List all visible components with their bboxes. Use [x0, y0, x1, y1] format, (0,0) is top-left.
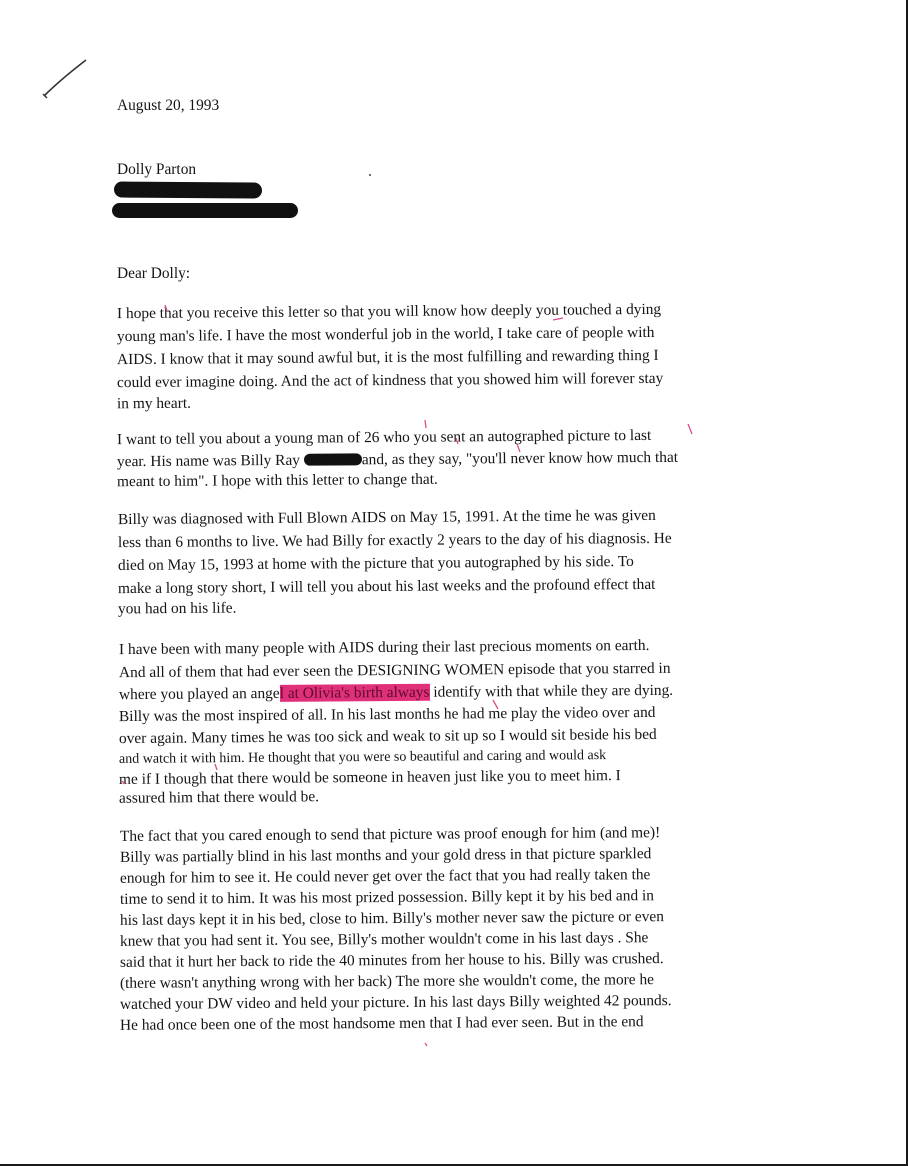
paragraph-line: said that it hurt her back to ride the 40 minutes from her house to his. Billy was crushed.: [119, 950, 664, 971]
paragraph-line: watched your DW video and held your picture. In his last days Billy weighted 42 pounds.: [119, 992, 672, 1013]
paragraph-line: you had on his life.: [117, 599, 237, 618]
paragraph-line: me if I though that there would be someone in heaven just like you to meet him. I: [118, 767, 621, 788]
line-text-before-highlight: where you played an ange: [118, 684, 280, 704]
paragraph-line: He had once been one of the most handsome men that I had ever seen. But in the end: [119, 1013, 644, 1034]
paragraph-line: less than 6 months to live. We had Billy for exactly 2 years to the day of his diagnosis. He: [117, 529, 672, 552]
paragraph-line: assured him that there would be.: [118, 788, 320, 807]
paragraph-line: could ever imagine doing. And the act of kindness that you showed him will forever stay: [116, 369, 664, 392]
paragraph-line: and watch it with him. He thought that you were so beautiful and caring and would ask: [118, 748, 607, 767]
line-text-after-highlight: identify with that while they are dying.: [429, 681, 674, 701]
paragraph-line: knew that you had sent it. You see, Billy's mother wouldn't come in his last days . She: [119, 929, 649, 950]
paragraph-line: his last days kept it in his bed, close to him. Billy's mother never saw the picture or even: [119, 908, 664, 929]
paragraph-line: (there wasn't anything wrong with her back) The more she wouldn't come, the more he: [119, 971, 655, 992]
paragraph-line: I want to tell you about a young man of 26 who you sent an autographed picture to last: [116, 426, 652, 449]
recipient-name: Dolly Parton: [117, 161, 197, 178]
paragraph-line: young man's life. I have the most wonderful job in the world, I take care of people with: [116, 323, 655, 346]
line-text-before-redaction: year. His name was Billy Ray: [116, 451, 304, 471]
paragraph-line: Billy was partially blind in his last months and your gold dress in that picture sparkled: [119, 845, 652, 866]
paragraph-line: meant to him". I hope with this letter to change that.: [116, 470, 438, 491]
paragraph-line: AIDS. I know that it may sound awful but, it is the most fulfilling and rewarding thing I: [116, 346, 659, 369]
paragraph-line: time to send it to him. It was his most prized possession. Billy kept it by his bed and in: [119, 887, 655, 908]
paragraph-line: Billy was diagnosed with Full Blown AIDS on May 15, 1991. At the time he was given: [117, 506, 656, 529]
paragraph-line: enough for him to see it. He could never get over the fact that you had really taken the: [119, 866, 651, 887]
paragraph-line: The fact that you cared enough to send that picture was proof enough for him (and me)!: [119, 824, 661, 845]
paragraph-line: I have been with many people with AIDS during their last precious moments on earth.: [118, 636, 650, 659]
salutation: Dear Dolly:: [117, 265, 191, 282]
paragraph-line: Billy was the most inspired of all. In his last months he had me play the video over and: [118, 703, 656, 726]
paragraph-line: over again. Many times he was too sick and weak to sit up so I would sit beside his bed: [118, 725, 657, 748]
highlighted-struck-text: l at Olivia's birth always: [279, 683, 430, 702]
paragraph-line: make a long story short, I will tell you about his last weeks and the profound effect that: [117, 575, 656, 598]
paragraph-line: died on May 15, 1993 at home with the picture that you autographed by his side. To: [117, 552, 634, 575]
paragraph-line: I hope that you receive this letter so that you will know how deeply you touched a dying: [116, 300, 662, 323]
line-text-after-redaction: and, as they say, "you'll never know how much that: [361, 448, 679, 469]
letter-date: August 20, 1993: [117, 97, 220, 114]
paragraph-line: in my heart.: [116, 394, 192, 413]
paragraph-line: And all of them that had ever seen the DESIGNING WOMEN episode that you starred in: [118, 659, 671, 682]
